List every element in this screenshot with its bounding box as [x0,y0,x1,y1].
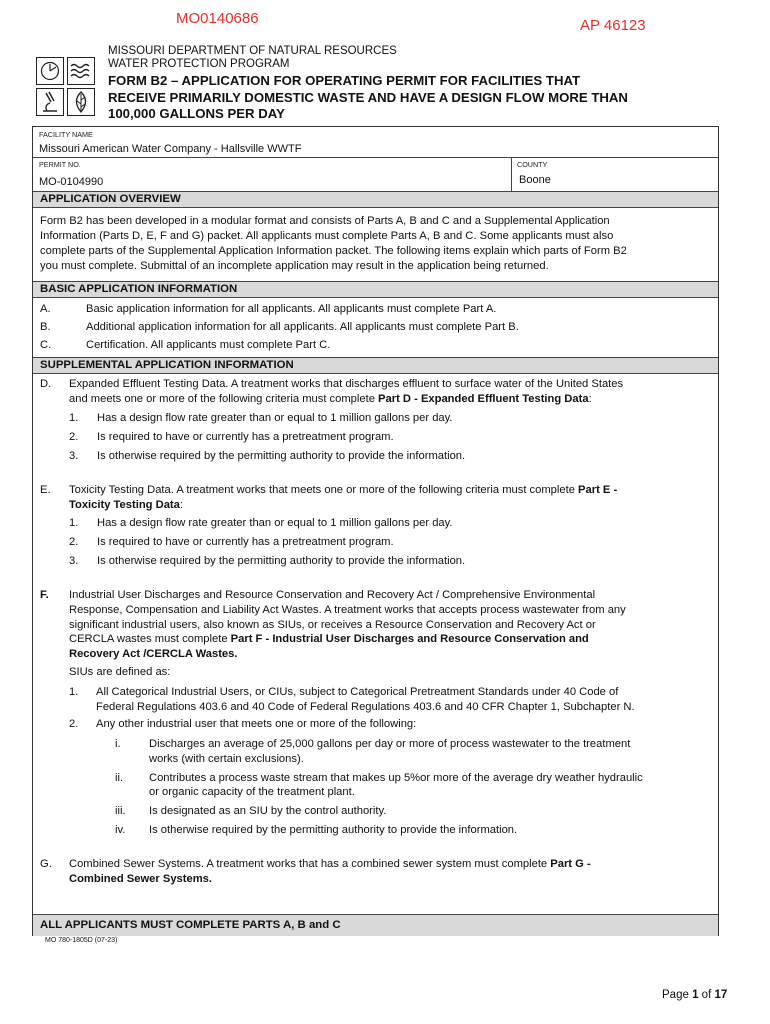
county-label: COUNTY [517,160,548,169]
criteria-text: Is required to have or currently has a pretreatment program. [97,431,394,443]
item-e-line: Toxicity Testing Data. A treatment works that meets one or more of the following criteria must complete Part E - [69,484,618,496]
item-f-letter: F. [40,589,49,601]
basic-item-c-text: Certification. All applicants must complete Part C. [86,339,331,351]
siu-item-1-cont: Federal Regulations 403.6 and 40 Code of Federal Regulations 403.6 and 40 CFR Chapter 1, Subchapter N. [96,700,635,713]
criteria-text: Is otherwise required by the permitting authority to provide the information. [97,555,466,567]
basic-item-b-text: Additional application information for all applicants. All applicants must complete Part B. [86,321,519,333]
agency-name: MISSOURI DEPARTMENT OF NATURAL RESOURCES [108,45,397,57]
siu-sub-list: i. Discharges an average of 25,000 gallons per day or more of process wastewater to the treatment works (with certain exclusions). ii. Contributes a process waste stream that makes up 5%or more of the average dry weather hydraulic or organic capacity of the treatment plant. iii. Is designated as an SIU by the control authority. iv. Is otherwise required by the permitting authority to provide the information. [115,738,643,836]
siu-sub-item: Discharges an average of 25,000 gallons per day or more of process wastewater to the treatment [149,738,631,750]
page-number: Page 1 of 17 [662,989,728,1001]
item-f-line: Response, Compensation and Liability Act Wastes. A treatment works that accepts process wastewater from any [69,603,626,616]
item-d-line: Expanded Effluent Testing Data. A treatment works that discharges effluent to surface water of the United States [69,378,624,390]
program-name: WATER PROTECTION PROGRAM [108,58,290,70]
stamp-mo-number: MO0140686 [176,10,259,27]
clock-leaf-icon [36,57,64,85]
overview-line: Form B2 has been developed in a modular format and consists of Parts A, B and C and a Supplemental Application [40,215,610,227]
item-f-text [69,588,626,680]
overview-heading: APPLICATION OVERVIEW [33,191,718,208]
form-body [32,126,719,936]
item-d-text [69,377,623,407]
form-code: MO 780-1805D (07-23) [45,937,118,944]
sius-defined: SIUs are defined as: [69,665,171,678]
item-g-text [69,857,591,887]
siu-sub-item: Contributes a process waste stream that makes up 5%or more of the average dry weather hydraulic [149,771,643,784]
item-e-line: Toxicity Testing Data: [69,499,183,511]
overview-line: you must complete. Submittal of an incomplete application may result in the application being returned. [40,260,549,272]
item-e-letter: E. [40,484,51,496]
criteria-text: Has a design flow rate greater than or equal to 1 million gallons per day. [97,517,453,529]
siu-sub-item: Is designated as an SIU by the control authority. [149,805,387,818]
leaf-icon [67,88,95,116]
microscope-icon [36,88,64,116]
basic-item-a-letter: A. [40,303,51,315]
department-logo [36,57,98,119]
permit-number-label: PERMIT NO. [39,160,81,169]
item-d-criteria: 1. Has a design flow rate greater than or equal to 1 million gallons per day. 2. Is required to have or currently has a pretreatment program. 3. Is otherwise required by the permitting authority to provide the information. [69,412,466,462]
overview-text [40,214,627,274]
facility-name-label: FACILITY NAME [39,130,93,139]
criteria-text: Is required to have or currently has a pretreatment program. [97,536,394,548]
siu-item-1: All Categorical Industrial Users, or CIUs, subject to Categorical Pretreatment Standards under 40 Code of [96,686,619,698]
item-f-line: significant industrial users, also known as SIUs, or receives a Resource Conservation and Recovery Act or [69,618,596,631]
item-g-line: Combined Sewer Systems. A treatment works that has a combined sewer system must complete Part G - [69,858,591,870]
stamp-ap-number: AP 46123 [580,17,646,34]
form-title-line-1: FORM B2 – APPLICATION FOR OPERATING PERMIT FOR FACILITIES THAT [108,73,581,88]
permit-number-field[interactable]: MO-0104990 [39,176,104,188]
item-e-text [69,483,617,513]
county-field[interactable]: Boone [519,174,551,186]
item-d-letter: D. [40,378,52,390]
criteria-text: Has a design flow rate greater than or equal to 1 million gallons per day. [97,412,453,424]
item-g-line: Combined Sewer Systems. [69,873,213,885]
agency-header [108,45,397,71]
item-e-criteria: 1. Has a design flow rate greater than or equal to 1 million gallons per day. 2. Is required to have or currently has a pretreatment program. 3. Is otherwise required by the permitting authority to provide the information. [69,517,466,567]
item-f-line: Industrial User Discharges and Resource Conservation and Recovery Act / Comprehensive Environmental [69,589,596,601]
overview-line: Information (Parts D, E, F and G) packet. All applicants must complete Parts A, B and C. Some applicants must also [40,230,614,242]
item-f-line: Recovery Act /CERCLA Wastes. [69,648,238,661]
item-d-line: and meets one or more of the following criteria must complete Part D - Expanded Effluent Testing Data: [69,393,592,405]
supplemental-heading: SUPPLEMENTAL APPLICATION INFORMATION [33,357,718,374]
basic-item-b-letter: B. [40,321,51,333]
county-divider [511,157,512,193]
item-f-line: CERCLA wastes must complete Part F - Industrial User Discharges and Resource Conservation and [69,633,589,646]
all-applicants-band: ALL APPLICANTS MUST COMPLETE PARTS A, B and C [33,914,718,936]
form-title-line-3: 100,000 GALLONS PER DAY [108,106,285,121]
basic-item-c-letter: C. [40,339,52,351]
basic-item-a-text: Basic application information for all applicants. All applicants must complete Part A. [86,303,497,315]
facility-name-field[interactable]: Missouri American Water Company - Hallsville WWTF [39,143,302,155]
siu-sub-item: Is otherwise required by the permitting authority to provide the information. [149,823,518,836]
siu-item-2: Any other industrial user that meets one or more of the following: [96,717,417,730]
basic-info-heading: BASIC APPLICATION INFORMATION [33,281,718,298]
item-g-letter: G. [40,858,52,870]
criteria-text: Is otherwise required by the permitting authority to provide the information. [97,450,466,462]
form-title-line-2: RECEIVE PRIMARILY DOMESTIC WASTE AND HAVE A DESIGN FLOW MORE THAN [108,89,628,105]
siu-list: 1. All Categorical Industrial Users, or CIUs, subject to Categorical Pretreatment Standards under 40 Code of Federal Regulations 403.6 and 40 Code of Federal Regulations 403.6 and 40 CFR Chapter 1, Subchapter N. 2. Any other industrial user that meets one or more of the following: [69,686,635,730]
water-waves-icon [67,57,95,85]
overview-line: complete parts of the Supplemental Application Information packet. The following items explain which parts of Form B2 [40,245,627,257]
form-title [108,73,628,123]
